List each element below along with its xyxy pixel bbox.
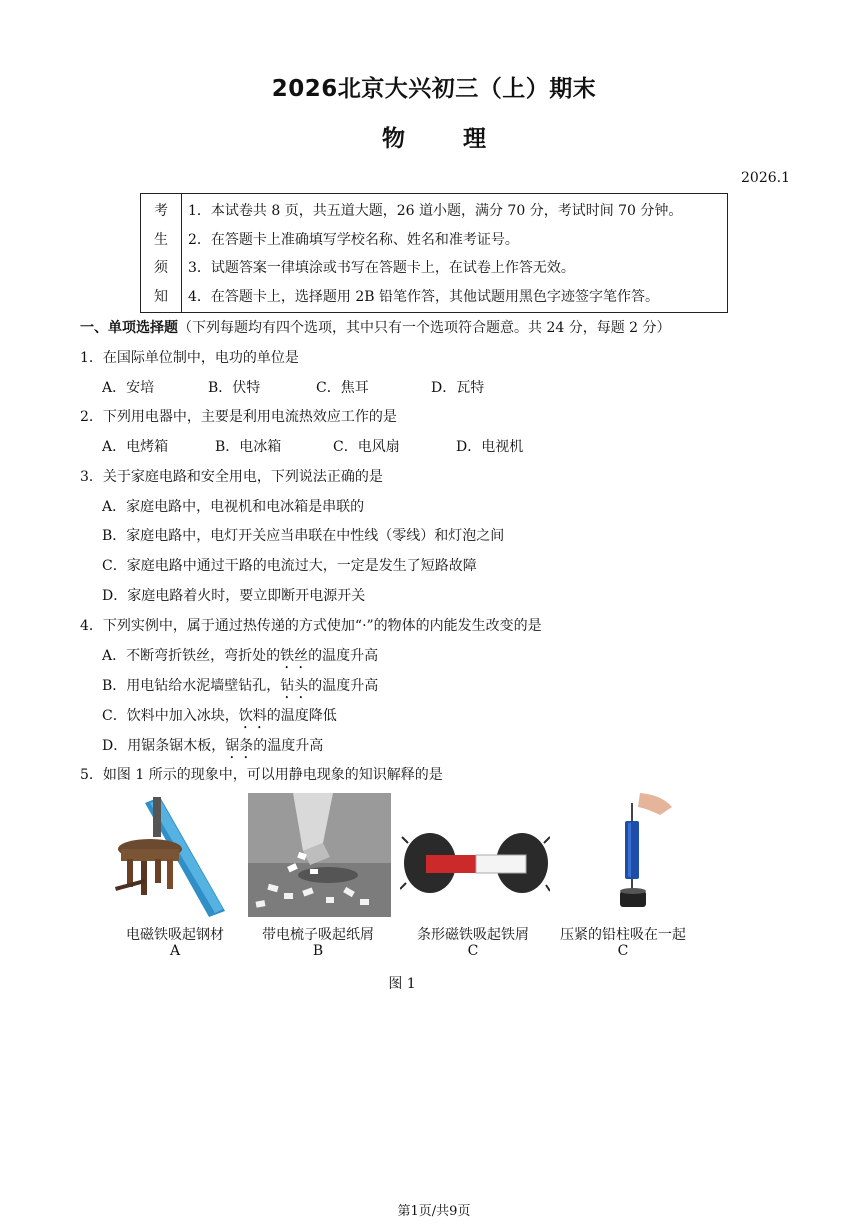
notice-label-char: 生 — [154, 231, 168, 248]
figure-b-letter: B — [312, 943, 324, 959]
notice-item: 3．试题答案一律填涂或书写在答题卡上，在试卷上作答无效。 — [188, 260, 575, 277]
option-text: C．饮料中加入冰块， — [102, 708, 239, 724]
option-b: B．电冰箱 — [215, 439, 282, 455]
question-4-option-b — [102, 675, 378, 702]
emphasized-object: 饮料 — [238, 708, 267, 724]
exam-date: 2026.1 — [741, 170, 790, 186]
figure-d-letter: C — [617, 943, 629, 959]
question-1-stem: 1．在国际单位制中，电功的单位是 — [80, 350, 299, 366]
option-text: D．用锯条锯木板， — [102, 738, 226, 754]
question-4-option-a — [102, 645, 378, 672]
figure-bar-magnet — [400, 793, 550, 917]
option-text: 的温度升高 — [253, 738, 324, 754]
question-5-stem: 5．如图 1 所示的现象中，可以用静电现象的知识解释的是 — [80, 767, 443, 783]
section-heading — [80, 317, 671, 337]
figure-c-letter: C — [467, 943, 479, 959]
option-d: D．电视机 — [456, 439, 524, 455]
exam-title: 2026北京大兴初三（上）期末 — [271, 76, 597, 102]
figure-b-caption: 带电梳子吸起纸屑 — [262, 927, 374, 943]
question-3-stem: 3．关于家庭电路和安全用电，下列说法正确的是 — [80, 469, 383, 485]
emphasized-object: 钻头 — [280, 678, 309, 694]
notice-label-char: 考 — [154, 203, 168, 220]
question-2-stem: 2．下列用电器中，主要是利用电流热效应工作的是 — [80, 409, 397, 425]
question-4-option-d — [102, 735, 323, 762]
notice-label — [141, 194, 182, 312]
emphasized-object: 锯条 — [225, 738, 254, 754]
section-title: 一、单项选择题 — [80, 320, 178, 336]
notice-item: 1．本试卷共 8 页，共五道大题，26 道小题，满分 70 分，考试时间 70 分钟。 — [188, 203, 683, 220]
option-text: 的温度降低 — [266, 708, 337, 724]
option-text: 的温度升高 — [308, 648, 379, 664]
option-text: B．用电钻给水泥墙壁钻孔， — [102, 678, 281, 694]
notice-label-char: 知 — [154, 288, 168, 305]
question-2-options — [102, 436, 523, 456]
page-number: 第1页/共9页 — [397, 1204, 471, 1219]
section-note: （下列每题均有四个选项，其中只有一个选项符合题意。共 24 分，每题 2 分） — [178, 320, 671, 336]
question-1-options — [102, 377, 484, 397]
option-a: A．电烤箱 — [102, 439, 169, 455]
figure-d-caption: 压紧的铅柱吸在一起 — [560, 927, 686, 943]
figure-label: 图 1 — [388, 976, 416, 992]
notice-items — [182, 194, 727, 312]
figure-comb-paper — [248, 793, 391, 917]
notice-label-char: 须 — [154, 260, 168, 277]
option-d: D．瓦特 — [431, 380, 485, 396]
emphasized-object: 铁丝 — [280, 648, 309, 664]
question-3-option-c: C．家庭电路中通过干路的电流过大，一定是发生了短路故障 — [102, 558, 477, 574]
notice-item: 2．在答题卡上准确填写学校名称、姓名和准考证号。 — [188, 231, 519, 248]
option-a: A．安培 — [102, 380, 155, 396]
question-3-option-b: B．家庭电路中，电灯开关应当串联在中性线（零线）和灯泡之间 — [102, 528, 505, 544]
option-text: A．不断弯折铁丝，弯折处的 — [102, 648, 281, 664]
figure-a-caption: 电磁铁吸起钢材 — [126, 927, 224, 943]
figure-c-caption: 条形磁铁吸起铁屑 — [417, 927, 529, 943]
figure-a-letter: A — [169, 943, 181, 959]
notice-item: 4．在答题卡上，选择题用 2B 铅笔作答，其他试题用黑色字迹签字笔作答。 — [188, 288, 660, 305]
figure-lead-cylinders — [600, 793, 675, 917]
question-4-stem: 4．下列实例中，属于通过热传递的方式使加“·”的物体的内能发生改变的是 — [80, 618, 542, 634]
option-text: 的温度升高 — [308, 678, 379, 694]
subject-title: 物 理 — [381, 126, 486, 152]
question-3-option-a: A．家庭电路中，电视机和电冰箱是串联的 — [102, 499, 365, 515]
option-c: C．焦耳 — [316, 380, 369, 396]
figure-electromagnet-crane — [105, 793, 230, 917]
candidate-notice-box — [140, 193, 728, 313]
question-4-option-c — [102, 705, 337, 732]
question-3-option-d: D．家庭电路着火时，要立即断开电源开关 — [102, 588, 366, 604]
option-c: C．电风扇 — [333, 439, 400, 455]
option-b: B．伏特 — [208, 380, 261, 396]
